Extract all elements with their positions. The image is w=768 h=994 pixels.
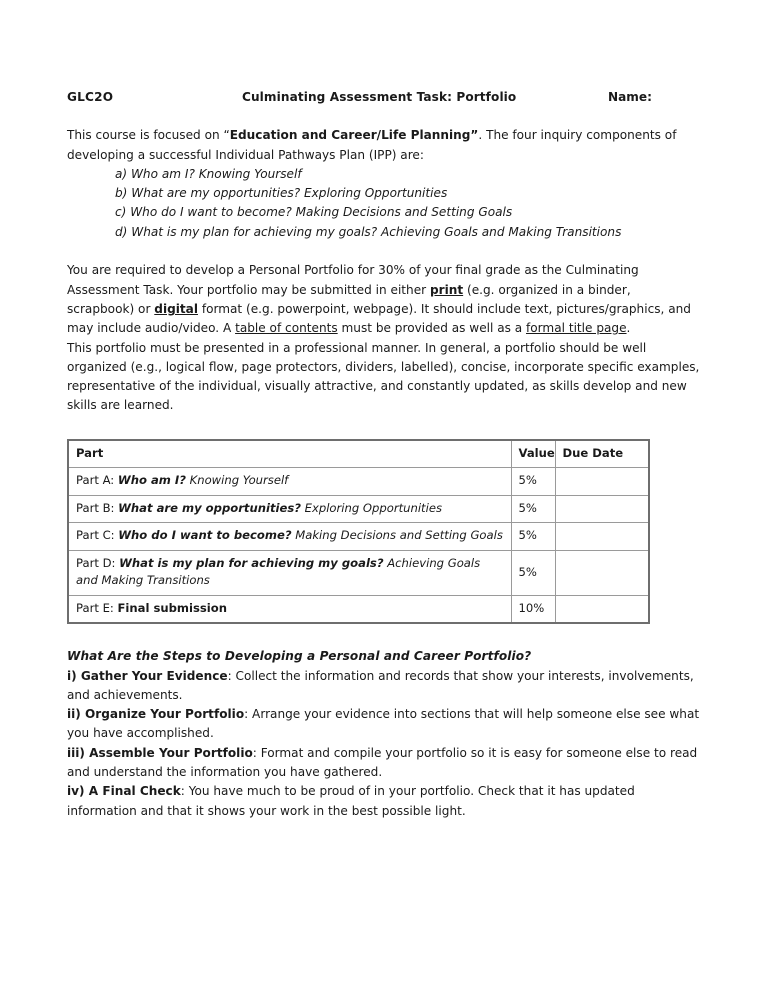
intro-lead-emphasis: Education and Career/Life Planning”	[229, 128, 479, 143]
step-label: i) Gather Your Evidence	[67, 668, 228, 683]
part-label: Part C:	[76, 528, 119, 543]
part-cell	[68, 468, 511, 496]
part-label: Part A:	[76, 473, 118, 488]
due-date-cell[interactable]	[555, 468, 649, 496]
column-header-due-date: Due Date	[555, 440, 649, 468]
step-item	[67, 782, 700, 821]
step-separator: :	[227, 668, 236, 683]
step-separator: :	[252, 745, 261, 760]
due-date-cell[interactable]	[555, 595, 649, 623]
part-question: What is my plan for achieving my goals?	[119, 555, 384, 570]
req-text-d: must be provided as well as a	[337, 321, 527, 336]
due-date-cell[interactable]	[555, 495, 649, 523]
part-question: What are my opportunities?	[118, 500, 301, 515]
value-cell: 5%	[511, 495, 555, 523]
course-code: GLC2O	[67, 90, 114, 104]
page-title: Culminating Assessment Task: Portfolio	[242, 90, 517, 104]
part-cell	[68, 523, 511, 551]
value-cell: 5%	[511, 468, 555, 496]
table-of-contents-term: table of contents	[235, 321, 338, 336]
table-row	[68, 595, 649, 623]
intro-lead-after: . The four inquiry components of developing a successful Individual Pathways Plan (IPP) are:	[67, 128, 677, 162]
inquiry-components-list	[67, 165, 700, 242]
value-cell: 10%	[511, 595, 555, 623]
due-date-cell[interactable]	[555, 523, 649, 551]
step-item	[67, 667, 700, 706]
step-label: iv) A Final Check	[67, 784, 181, 799]
requirements-paragraph-1	[67, 261, 700, 338]
table-row	[68, 468, 649, 496]
part-descriptor: Making Decisions and Setting Goals	[291, 528, 503, 543]
column-header-part: Part	[68, 440, 511, 468]
name-field-label: Name:	[608, 90, 652, 104]
part-descriptor: Achieving Goals and Making Transitions	[76, 555, 481, 588]
column-header-value: Value	[511, 440, 555, 468]
list-item: b) What are my opportunities? Exploring Opportunities	[115, 186, 448, 201]
format-print-term: print	[429, 282, 464, 297]
parts-table	[67, 439, 650, 625]
list-item: d) What is my plan for achieving my goals? Achieving Goals and Making Transitions	[115, 224, 622, 239]
part-cell	[68, 595, 511, 623]
formal-title-page-term: formal title page	[526, 321, 627, 336]
steps-section	[67, 647, 700, 821]
part-descriptor: Knowing Yourself	[185, 473, 289, 488]
part-cell	[68, 495, 511, 523]
value-cell: 5%	[511, 550, 555, 595]
step-text: You have much to be proud of in your portfolio. Check that it has updated information and that it shows your work in the best possible light.	[67, 784, 635, 818]
part-question: Who do I want to become?	[118, 528, 292, 543]
step-item	[67, 744, 700, 783]
req-text-c: format (e.g. powerpoint, webpage). It should include text, pictures/graphics, and may include audio/video. A	[67, 301, 691, 336]
document-body	[67, 88, 700, 821]
spacer	[67, 242, 700, 261]
table-row	[68, 550, 649, 595]
step-text: Format and compile your portfolio so it is easy for someone else to read and understand the information you have gathered.	[67, 745, 698, 780]
part-cell	[68, 550, 511, 595]
requirements-paragraph-2: This portfolio must be presented in a professional manner. In general, a portfolio should be well organized (e.g., logical flow, page protectors, dividers, labelled), concise, incorporate specific examples, representative of the individual, visually attractive, and constantly updated, as skills develop and new skills are learned.	[67, 340, 700, 413]
due-date-cell[interactable]	[555, 550, 649, 595]
format-digital-term: digital	[154, 301, 198, 316]
step-label: iii) Assemble Your Portfolio	[67, 745, 253, 760]
step-item	[67, 705, 700, 744]
part-question: Who am I?	[117, 473, 186, 488]
step-text: Arrange your evidence into sections that will help someone else see what you have accomplished.	[67, 707, 700, 741]
parts-table-wrapper	[67, 439, 700, 625]
table-row	[68, 495, 649, 523]
part-label: Part B:	[76, 500, 119, 515]
part-descriptor: Final submission	[117, 600, 227, 615]
req-text-e: .	[626, 321, 631, 336]
part-descriptor: Exploring Opportunities	[300, 500, 443, 515]
part-label: Part E:	[76, 600, 118, 615]
step-label: ii) Organize Your Portfolio	[67, 707, 245, 722]
document-header	[67, 88, 700, 107]
value-cell: 5%	[511, 523, 555, 551]
intro-paragraph	[67, 126, 700, 165]
steps-heading: What Are the Steps to Developing a Personal and Career Portfolio?	[67, 649, 532, 664]
req-text-b: (e.g. organized in a binder, scrapbook) or	[67, 282, 631, 316]
intro-lead-before: This course is focused on “	[67, 128, 230, 143]
part-label: Part D:	[76, 555, 120, 570]
list-item: a) Who am I? Knowing Yourself	[115, 166, 302, 181]
step-separator: :	[180, 784, 189, 799]
table-header-row	[68, 440, 649, 468]
list-item: c) Who do I want to become? Making Decisions and Setting Goals	[115, 205, 513, 220]
req-text-a: You are required to develop a Personal Portfolio for 30% of your final grade as the Culminating Assessment Task. Your portfolio may be submitted in either	[67, 263, 639, 297]
step-separator: :	[244, 707, 253, 722]
table-row	[68, 523, 649, 551]
step-text: Collect the information and records that show your interests, involvements, and achievements.	[67, 668, 694, 702]
